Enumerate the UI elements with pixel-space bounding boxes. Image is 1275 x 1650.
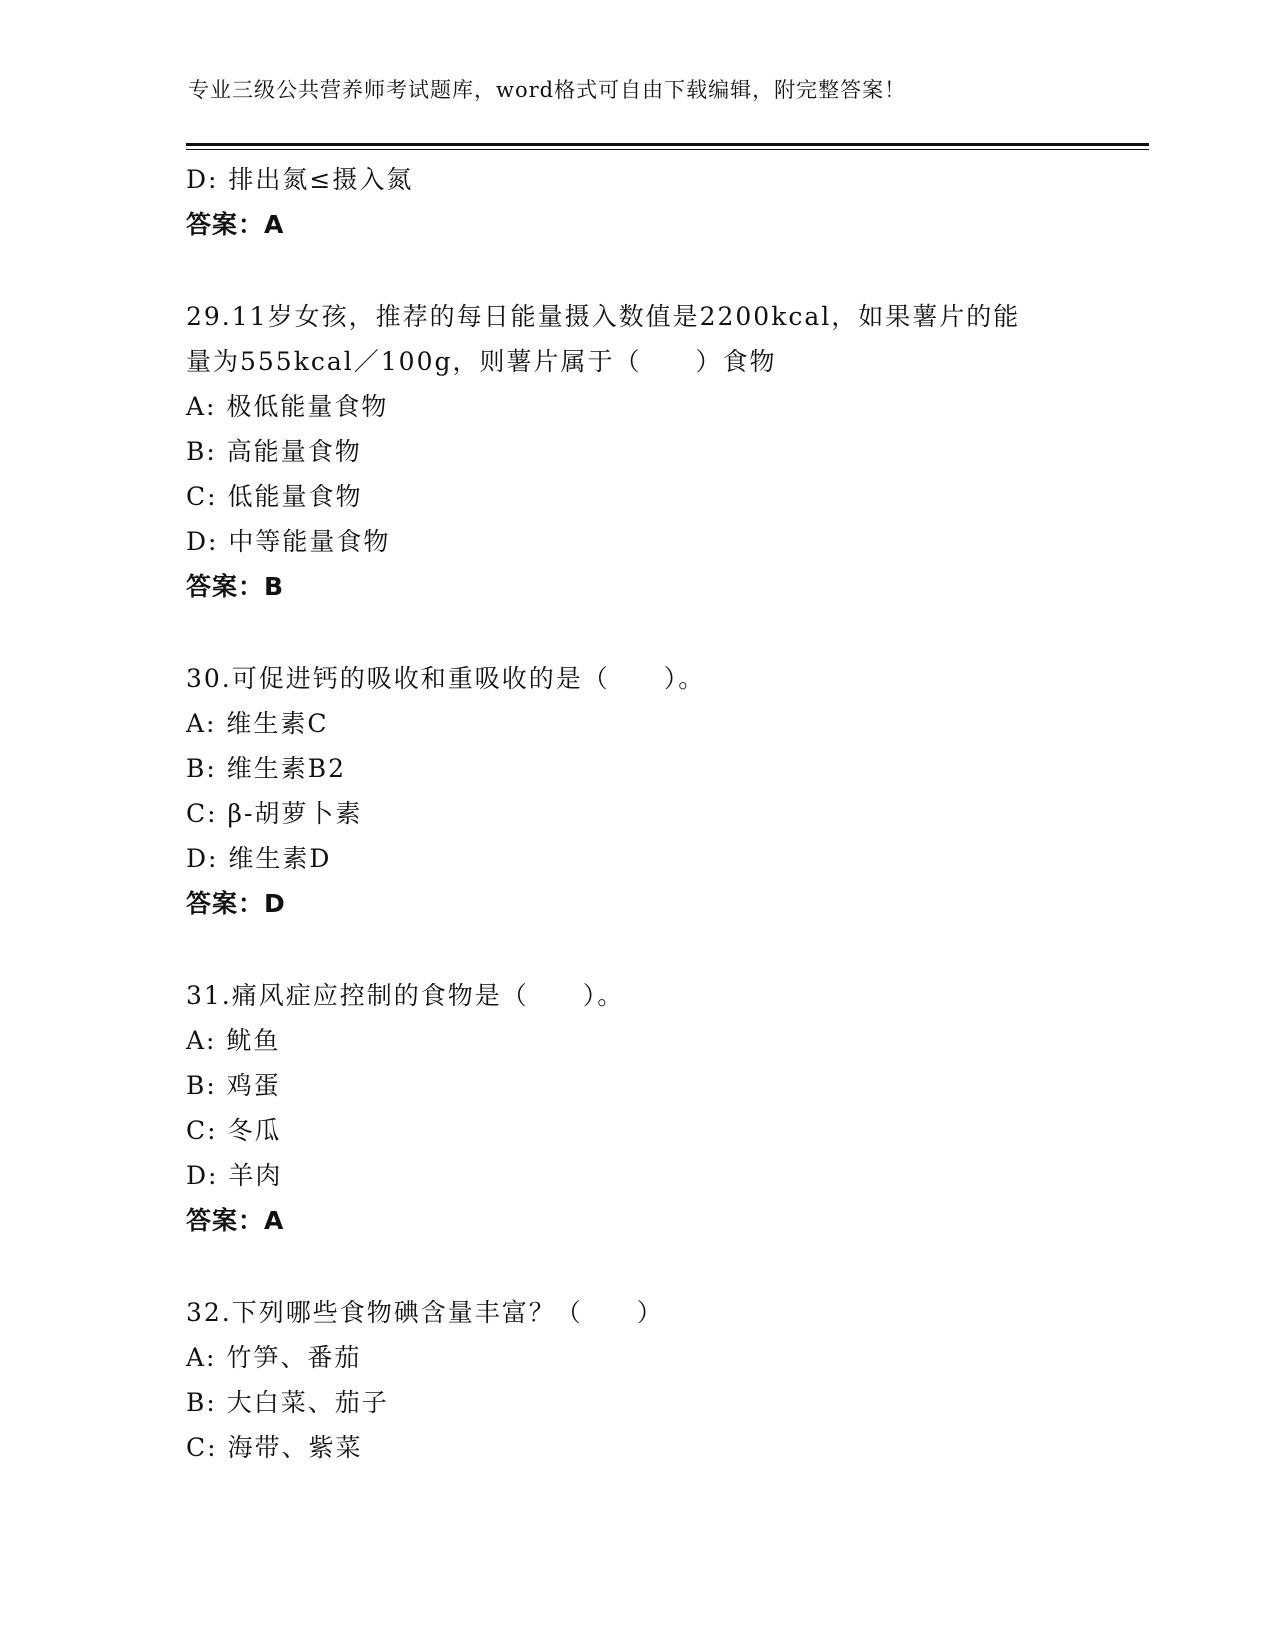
question-30 [186, 656, 1086, 926]
spacer [186, 1243, 1086, 1290]
option-d: D: 中等能量食物 [186, 527, 391, 556]
question-29 [186, 294, 1086, 609]
header-rule-thick [186, 143, 1149, 146]
option-d: D: 羊肉 [186, 1161, 283, 1190]
option-d: D: 维生素D [186, 844, 332, 873]
question-list [186, 157, 1086, 1470]
question-32 [186, 1290, 1086, 1470]
option-c: C: 低能量食物 [186, 482, 363, 511]
header-rule-thin [186, 149, 1149, 150]
prev-answer: 答案：A [186, 210, 285, 239]
option-b: B: 高能量食物 [186, 437, 362, 466]
option-c: C: 冬瓜 [186, 1116, 282, 1145]
option-a: A: 竹笋、番茄 [186, 1343, 362, 1372]
page-header: 专业三级公共营养师考试题库，word格式可自由下载编辑，附完整答案！ [188, 78, 907, 102]
prev-option-d: D: 排出氮≤摄入氮 [186, 165, 414, 194]
option-a: A: 鱿鱼 [186, 1026, 281, 1055]
option-a: A: 维生素C [186, 709, 329, 738]
question-stem: 29.11岁女孩，推荐的每日能量摄入数值是2200kcal，如果薯片的能 [186, 302, 1021, 331]
spacer [186, 247, 1086, 294]
answer: 答案：D [186, 889, 286, 918]
option-c: C: 海带、紫菜 [186, 1433, 363, 1462]
answer: 答案：B [186, 572, 285, 601]
option-b: B: 鸡蛋 [186, 1071, 281, 1100]
option-b: B: 维生素B2 [186, 754, 347, 783]
question-stem-continued: 量为555kcal／100g，则薯片属于（ ）食物 [186, 347, 777, 376]
question-stem: 30.可促进钙的吸收和重吸收的是（ ）。 [186, 664, 706, 693]
question-stem: 32.下列哪些食物碘含量丰富？（ ） [186, 1298, 664, 1327]
answer: 答案：A [186, 1206, 285, 1235]
spacer [186, 926, 1086, 973]
spacer [186, 609, 1086, 656]
option-c: C: β-胡萝卜素 [186, 799, 363, 828]
question-stem: 31.痛风症应控制的食物是（ ）。 [186, 981, 625, 1010]
question-31 [186, 973, 1086, 1243]
option-b: B: 大白菜、茄子 [186, 1388, 389, 1417]
option-a: A: 极低能量食物 [186, 392, 389, 421]
